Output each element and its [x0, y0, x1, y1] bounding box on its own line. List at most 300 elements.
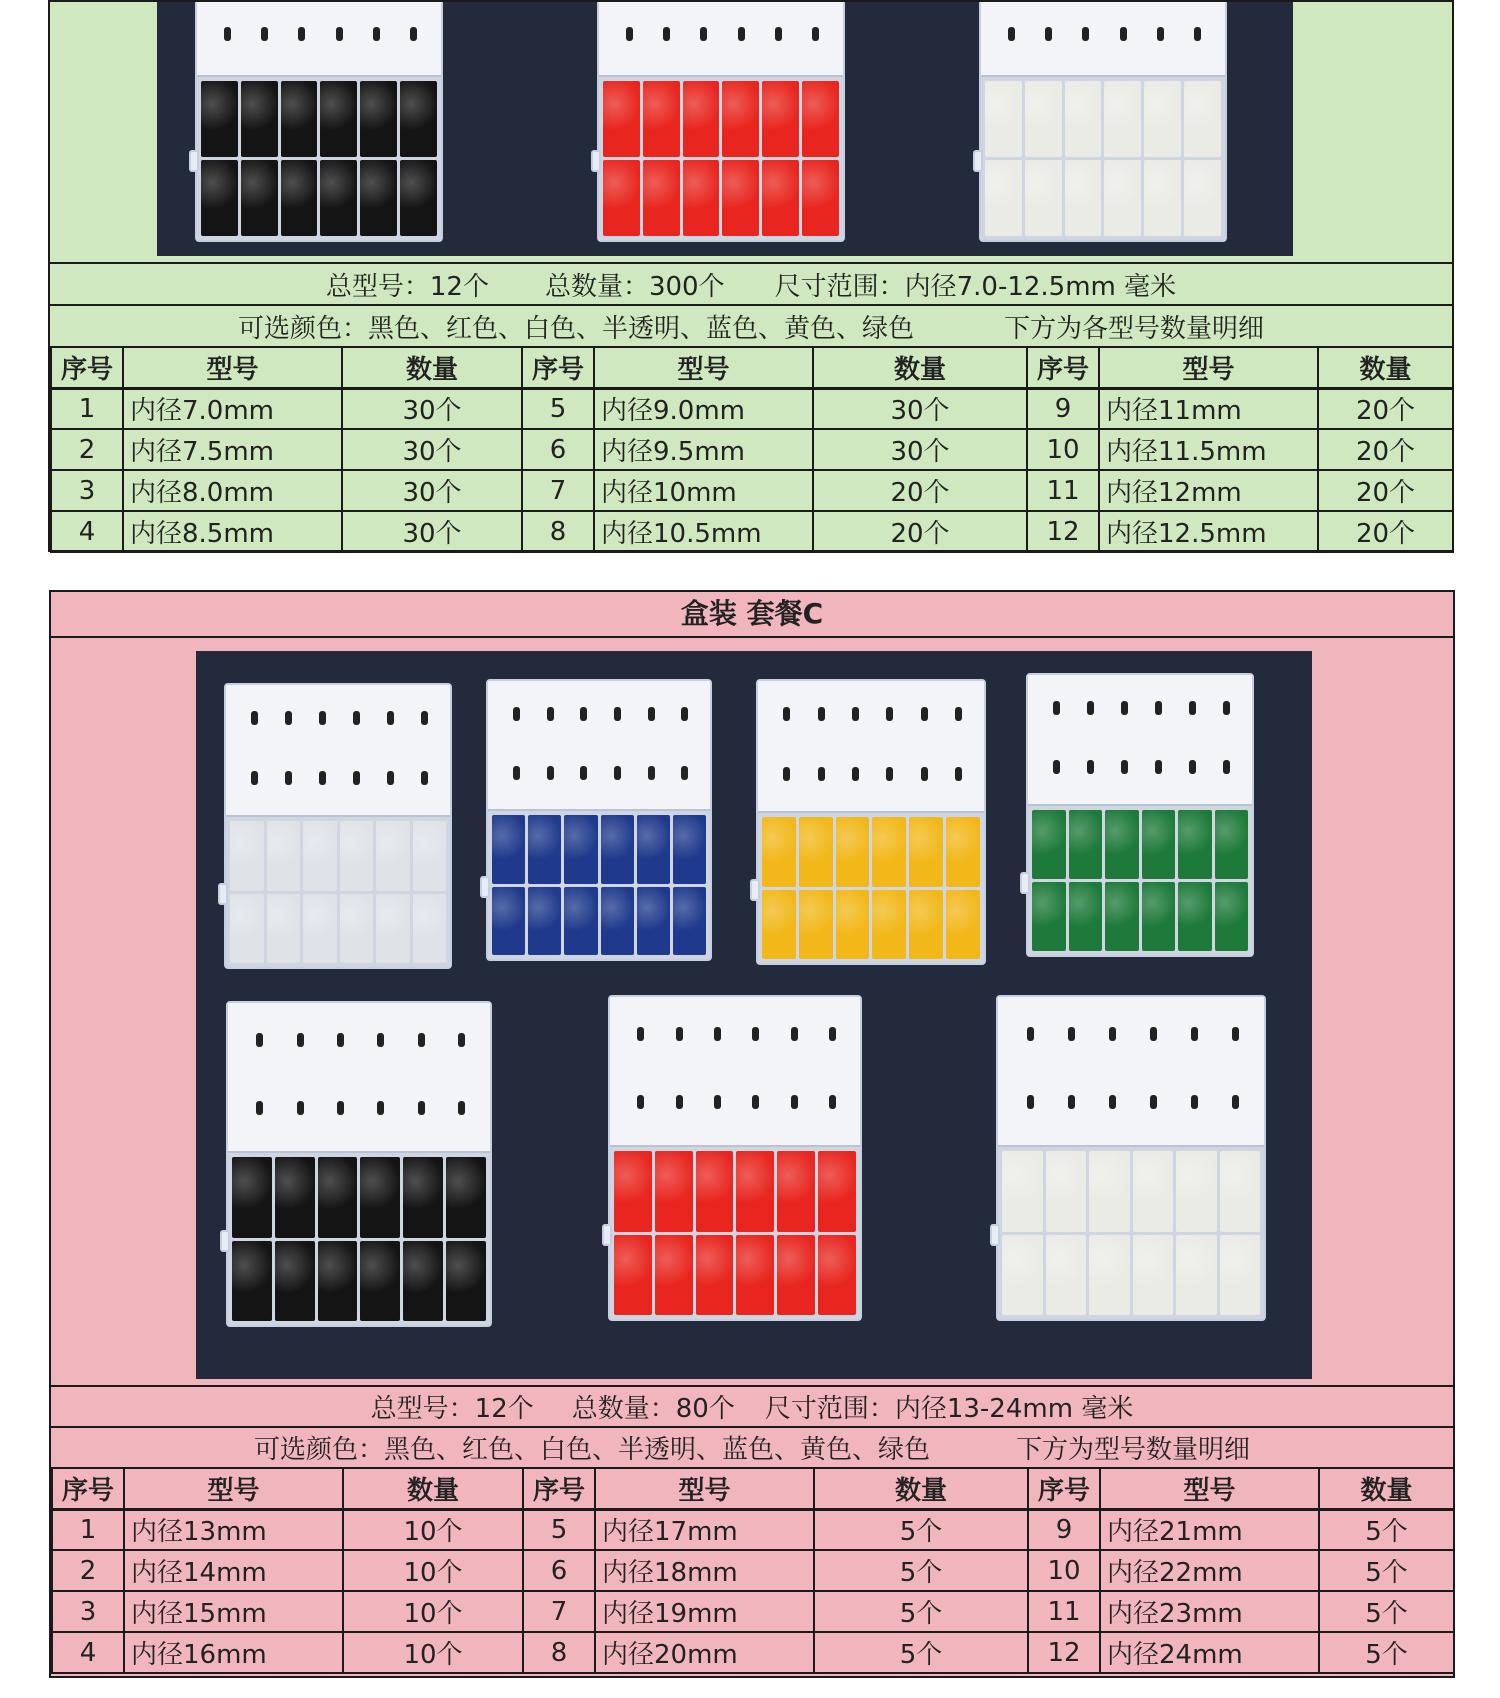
model-table-c	[51, 1467, 1455, 1674]
caps-compartment	[446, 1157, 486, 1238]
model-cell: 内径13mm	[124, 1509, 343, 1550]
sample-slot	[421, 711, 428, 725]
sample-slot	[1053, 760, 1060, 774]
box-lid	[488, 681, 710, 811]
caps-compartment	[446, 1241, 486, 1322]
index-cell: 9	[1027, 388, 1099, 429]
sample-slot	[676, 1027, 683, 1041]
total-quantity: 总数量：300个	[544, 271, 725, 302]
sample-slot	[791, 1027, 798, 1041]
header-index: 序号	[522, 347, 594, 388]
box-tray	[226, 817, 450, 967]
header-quantity: 数量	[342, 347, 522, 388]
model-cell: 内径10mm	[594, 470, 813, 511]
header-quantity: 数量	[343, 1468, 523, 1509]
index-cell: 8	[522, 511, 594, 552]
caps-compartment	[836, 817, 870, 887]
model-cell: 内径8.5mm	[123, 511, 342, 552]
quantity-cell: 5个	[1319, 1509, 1454, 1550]
box-lid	[599, 2, 843, 77]
sample-slot	[261, 27, 268, 41]
quantity-cell: 5个	[1319, 1632, 1454, 1673]
caps-compartment	[564, 815, 597, 884]
organizer-box	[608, 995, 862, 1321]
caps-compartment	[1220, 1151, 1261, 1232]
sample-slot	[783, 707, 790, 721]
caps-compartment	[872, 890, 906, 960]
caps-compartment	[1220, 1235, 1261, 1316]
quantity-cell: 30个	[813, 429, 1027, 470]
quantity-cell: 30个	[342, 511, 522, 552]
sample-slot	[714, 1095, 721, 1109]
sample-slot	[812, 27, 819, 41]
sample-slot	[298, 27, 305, 41]
caps-compartment	[777, 1235, 815, 1316]
caps-compartment	[762, 81, 799, 157]
package-c-panel	[49, 590, 1455, 1678]
caps-compartment	[643, 160, 680, 236]
caps-compartment	[275, 1241, 315, 1322]
sample-slot	[1087, 701, 1094, 715]
sample-slot	[1223, 701, 1230, 715]
caps-compartment	[360, 1157, 400, 1238]
caps-compartment	[318, 1241, 358, 1322]
model-cell: 内径7.5mm	[123, 429, 342, 470]
caps-compartment	[1133, 1235, 1174, 1316]
caps-compartment	[1215, 882, 1249, 951]
caps-compartment	[1104, 81, 1141, 157]
index-cell: 6	[523, 1550, 595, 1591]
caps-compartment	[360, 1241, 400, 1322]
caps-compartment	[696, 1151, 734, 1232]
model-cell: 内径11.5mm	[1099, 429, 1318, 470]
caps-compartment	[777, 1151, 815, 1232]
caps-compartment	[1144, 160, 1181, 236]
caps-compartment	[1142, 810, 1176, 879]
caps-compartment	[232, 1157, 272, 1238]
quantity-cell: 5个	[1319, 1550, 1454, 1591]
quantity-cell: 5个	[1319, 1591, 1454, 1632]
caps-compartment	[318, 1157, 358, 1238]
sample-slot	[1027, 1095, 1034, 1109]
caps-compartment	[320, 81, 357, 157]
quantity-cell: 20个	[1318, 511, 1453, 552]
caps-compartment	[1178, 882, 1212, 951]
caps-compartment	[722, 160, 759, 236]
caps-compartment	[1002, 1151, 1043, 1232]
sample-slot	[626, 27, 633, 41]
sample-slot	[1194, 27, 1201, 41]
model-cell: 内径22mm	[1100, 1550, 1319, 1591]
caps-compartment	[909, 817, 943, 887]
organizer-box	[996, 995, 1266, 1321]
sample-slot	[775, 27, 782, 41]
caps-compartment	[1105, 882, 1139, 951]
caps-compartment	[564, 887, 597, 956]
caps-compartment	[1046, 1235, 1087, 1316]
header-index: 序号	[51, 347, 123, 388]
size-range: 尺寸范围：内径7.0-12.5mm 毫米	[774, 271, 1177, 302]
sample-slot	[285, 771, 292, 785]
sample-slot	[251, 711, 258, 725]
caps-compartment	[376, 821, 410, 891]
sample-slot	[1121, 701, 1128, 715]
sample-slot	[921, 767, 928, 781]
box-tray	[998, 1147, 1264, 1319]
box-latch	[750, 879, 760, 901]
caps-compartment	[683, 160, 720, 236]
sample-slot	[297, 1033, 304, 1047]
caps-compartment	[275, 1157, 315, 1238]
box-tray	[610, 1147, 860, 1319]
caps-compartment	[1089, 1151, 1130, 1232]
model-cell: 内径23mm	[1100, 1591, 1319, 1632]
box-latch	[973, 150, 983, 172]
sample-slot	[1027, 1027, 1034, 1041]
caps-compartment	[1032, 882, 1066, 951]
sample-slot	[783, 767, 790, 781]
caps-compartment	[413, 894, 447, 964]
index-cell: 1	[52, 1509, 124, 1550]
quantity-cell: 10个	[343, 1509, 523, 1550]
caps-compartment	[201, 160, 238, 236]
sample-slot	[1053, 701, 1060, 715]
caps-compartment	[872, 817, 906, 887]
table-row	[52, 1632, 1454, 1673]
caps-compartment	[403, 1157, 443, 1238]
caps-compartment	[1142, 882, 1176, 951]
detail-note: 下方为型号数量明细	[1016, 1435, 1251, 1465]
caps-compartment	[818, 1151, 856, 1232]
header-model: 型号	[1099, 347, 1318, 388]
summary-bar-b	[50, 262, 1452, 304]
box-lid	[981, 2, 1225, 77]
sample-slot	[418, 1033, 425, 1047]
index-cell: 4	[52, 1632, 124, 1673]
sample-slot	[852, 767, 859, 781]
model-cell: 内径21mm	[1100, 1509, 1319, 1550]
model-cell: 内径10.5mm	[594, 511, 813, 552]
quantity-cell: 30个	[342, 470, 522, 511]
table-header-row	[51, 347, 1453, 388]
caps-compartment	[1065, 81, 1102, 157]
model-table-b	[50, 346, 1454, 553]
sample-slot	[547, 707, 554, 721]
caps-compartment	[683, 81, 720, 157]
model-cell: 内径16mm	[124, 1632, 343, 1673]
quantity-cell: 20个	[813, 511, 1027, 552]
box-lid	[228, 1003, 490, 1153]
total-models: 总型号：12个	[370, 1394, 534, 1424]
sample-slot	[410, 27, 417, 41]
box-lid	[197, 2, 441, 77]
caps-compartment	[762, 160, 799, 236]
box-tray	[758, 813, 984, 963]
caps-compartment	[403, 1241, 443, 1322]
sample-slot	[373, 27, 380, 41]
caps-compartment	[241, 160, 278, 236]
model-cell: 内径18mm	[595, 1550, 814, 1591]
caps-compartment	[673, 815, 706, 884]
sample-slot	[681, 707, 688, 721]
caps-compartment	[1046, 1151, 1087, 1232]
caps-compartment	[1069, 810, 1103, 879]
caps-compartment	[655, 1235, 693, 1316]
sample-slot	[738, 27, 745, 41]
model-cell: 内径7.0mm	[123, 388, 342, 429]
quantity-cell: 30个	[342, 388, 522, 429]
index-cell: 12	[1028, 1632, 1100, 1673]
box-tray	[488, 811, 710, 959]
sample-slot	[1232, 1027, 1239, 1041]
organizer-box	[226, 1001, 492, 1327]
model-cell: 内径19mm	[595, 1591, 814, 1632]
sample-slot	[353, 771, 360, 785]
index-cell: 9	[1028, 1509, 1100, 1550]
caps-compartment	[400, 160, 437, 236]
model-cell: 内径15mm	[124, 1591, 343, 1632]
caps-compartment	[303, 894, 337, 964]
box-latch	[602, 1224, 612, 1246]
sample-slot	[319, 711, 326, 725]
box-tray	[1028, 806, 1252, 955]
caps-compartment	[1025, 81, 1062, 157]
caps-compartment	[762, 890, 796, 960]
index-cell: 10	[1027, 429, 1099, 470]
caps-compartment	[1032, 810, 1066, 879]
header-quantity: 数量	[1318, 347, 1453, 388]
organizer-box	[597, 2, 845, 242]
caps-compartment	[637, 815, 670, 884]
sample-slot	[256, 1033, 263, 1047]
header-model: 型号	[123, 347, 342, 388]
caps-compartment	[1215, 810, 1249, 879]
model-cell: 内径17mm	[595, 1509, 814, 1550]
sample-slot	[547, 766, 554, 780]
sample-slot	[256, 1101, 263, 1115]
caps-compartment	[360, 81, 397, 157]
sample-slot	[1191, 1095, 1198, 1109]
caps-compartment	[1025, 160, 1062, 236]
caps-compartment	[637, 887, 670, 956]
model-cell: 内径11mm	[1099, 388, 1318, 429]
organizer-box	[486, 679, 712, 961]
sample-slot	[458, 1101, 465, 1115]
box-latch	[220, 1230, 230, 1252]
sample-slot	[1109, 1095, 1116, 1109]
caps-compartment	[1144, 81, 1181, 157]
sample-slot	[676, 1095, 683, 1109]
header-quantity: 数量	[1319, 1468, 1454, 1509]
caps-compartment	[528, 887, 561, 956]
quantity-cell: 10个	[343, 1591, 523, 1632]
header-index: 序号	[1028, 1468, 1100, 1509]
box-lid	[758, 681, 984, 813]
caps-compartment	[1133, 1151, 1174, 1232]
index-cell: 1	[51, 388, 123, 429]
quantity-cell: 10个	[343, 1632, 523, 1673]
caps-compartment	[1105, 810, 1139, 879]
index-cell: 3	[52, 1591, 124, 1632]
organizer-box	[224, 683, 452, 969]
sample-slot	[829, 1095, 836, 1109]
table-row	[51, 511, 1453, 552]
caps-compartment	[985, 160, 1022, 236]
index-cell: 7	[523, 1591, 595, 1632]
sample-slot	[852, 707, 859, 721]
sample-slot	[818, 707, 825, 721]
caps-compartment	[614, 1235, 652, 1316]
caps-compartment	[201, 81, 238, 157]
caps-compartment	[267, 894, 301, 964]
model-cell: 内径12.5mm	[1099, 511, 1318, 552]
quantity-cell: 5个	[814, 1632, 1028, 1673]
quantity-cell: 20个	[1318, 429, 1453, 470]
model-cell: 内径14mm	[124, 1550, 343, 1591]
caps-compartment	[320, 160, 357, 236]
box-latch	[189, 150, 199, 172]
caps-compartment	[360, 160, 397, 236]
quantity-cell: 5个	[814, 1550, 1028, 1591]
caps-compartment	[281, 160, 318, 236]
summary-bar-c	[51, 1385, 1453, 1426]
sample-slot	[513, 766, 520, 780]
model-cell: 内径20mm	[595, 1632, 814, 1673]
box-latch	[218, 883, 228, 905]
index-cell: 8	[523, 1632, 595, 1673]
caps-compartment	[230, 894, 264, 964]
caps-compartment	[376, 894, 410, 964]
sample-slot	[1045, 27, 1052, 41]
caps-compartment	[909, 890, 943, 960]
organizer-box	[195, 2, 443, 242]
caps-compartment	[601, 815, 634, 884]
sample-slot	[421, 771, 428, 785]
organizer-box	[979, 2, 1227, 242]
table-row	[52, 1550, 1454, 1591]
sample-slot	[752, 1027, 759, 1041]
package-title: 盒装 套餐C	[51, 592, 1453, 638]
box-latch	[591, 150, 601, 172]
caps-compartment	[303, 821, 337, 891]
caps-compartment	[232, 1241, 272, 1322]
caps-compartment	[1184, 81, 1221, 157]
box-latch	[1020, 872, 1030, 894]
header-index: 序号	[52, 1468, 124, 1509]
sample-slot	[377, 1101, 384, 1115]
product-photo-b	[157, 2, 1293, 256]
caps-compartment	[1002, 1235, 1043, 1316]
caps-compartment	[1178, 810, 1212, 879]
sample-slot	[1087, 760, 1094, 774]
sample-slot	[337, 1033, 344, 1047]
index-cell: 3	[51, 470, 123, 511]
sample-slot	[1109, 1027, 1116, 1041]
sample-slot	[353, 711, 360, 725]
caps-compartment	[799, 890, 833, 960]
sample-slot	[580, 707, 587, 721]
caps-compartment	[802, 81, 839, 157]
sample-slot	[648, 707, 655, 721]
caps-compartment	[836, 890, 870, 960]
sample-slot	[387, 711, 394, 725]
index-cell: 11	[1027, 470, 1099, 511]
sample-slot	[752, 1095, 759, 1109]
sample-slot	[1155, 760, 1162, 774]
sample-slot	[637, 1095, 644, 1109]
sample-slot	[1150, 1027, 1157, 1041]
caps-compartment	[1176, 1151, 1217, 1232]
caps-compartment	[736, 1151, 774, 1232]
table-row	[52, 1591, 1454, 1632]
sample-slot	[614, 707, 621, 721]
sample-slot	[1082, 27, 1089, 41]
sample-slot	[1189, 701, 1196, 715]
sample-slot	[637, 1027, 644, 1041]
index-cell: 4	[51, 511, 123, 552]
sample-slot	[1155, 701, 1162, 715]
caps-compartment	[818, 1235, 856, 1316]
model-cell: 内径9.5mm	[594, 429, 813, 470]
index-cell: 11	[1028, 1591, 1100, 1632]
index-cell: 7	[522, 470, 594, 511]
sample-slot	[663, 27, 670, 41]
header-model: 型号	[594, 347, 813, 388]
caps-compartment	[985, 81, 1022, 157]
box-latch	[480, 876, 490, 898]
table-row	[52, 1509, 1454, 1550]
package-b-panel	[48, 0, 1454, 552]
caps-compartment	[603, 81, 640, 157]
quantity-cell: 20个	[1318, 470, 1453, 511]
header-index: 序号	[1027, 347, 1099, 388]
caps-compartment	[614, 1151, 652, 1232]
caps-compartment	[643, 81, 680, 157]
box-tray	[981, 77, 1225, 240]
box-tray	[599, 77, 843, 240]
sample-slot	[818, 767, 825, 781]
sample-slot	[319, 771, 326, 785]
caps-compartment	[340, 821, 374, 891]
sample-slot	[1008, 27, 1015, 41]
caps-compartment	[601, 887, 634, 956]
quantity-cell: 30个	[813, 388, 1027, 429]
sample-slot	[886, 707, 893, 721]
box-tray	[228, 1153, 490, 1325]
caps-compartment	[241, 81, 278, 157]
sample-slot	[1068, 1027, 1075, 1041]
sample-slot	[955, 767, 962, 781]
quantity-cell: 20个	[1318, 388, 1453, 429]
organizer-box	[756, 679, 986, 965]
box-lid	[610, 997, 860, 1147]
index-cell: 10	[1028, 1550, 1100, 1591]
sample-slot	[829, 1027, 836, 1041]
caps-compartment	[492, 887, 525, 956]
sample-slot	[886, 767, 893, 781]
organizer-box	[1026, 673, 1254, 957]
sample-slot	[1157, 27, 1164, 41]
total-quantity: 总数量：80个	[571, 1394, 735, 1424]
quantity-cell: 10个	[343, 1550, 523, 1591]
header-index: 序号	[523, 1468, 595, 1509]
caps-compartment	[946, 890, 980, 960]
sample-slot	[285, 711, 292, 725]
index-cell: 12	[1027, 511, 1099, 552]
caps-compartment	[1184, 160, 1221, 236]
caps-compartment	[492, 815, 525, 884]
sample-slot	[580, 766, 587, 780]
